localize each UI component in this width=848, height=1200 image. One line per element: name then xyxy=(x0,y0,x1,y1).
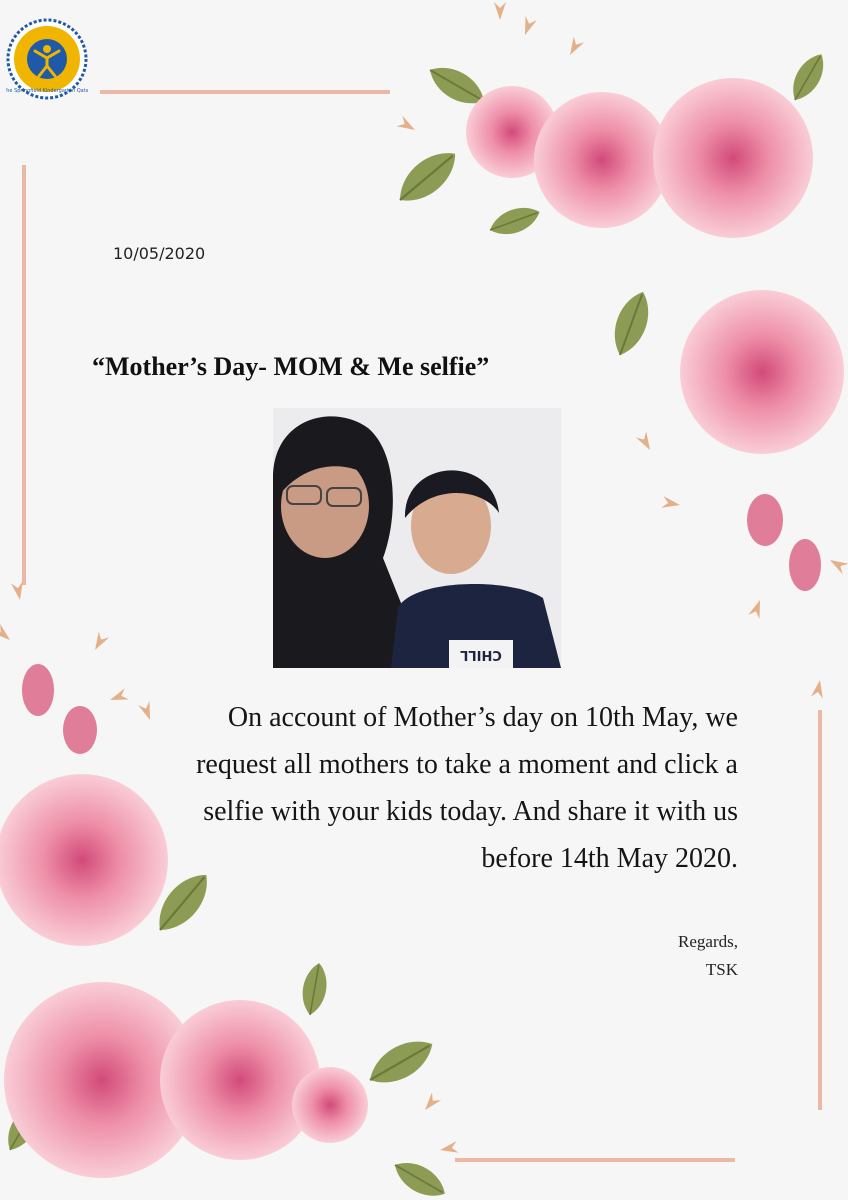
announcement-line: before 14th May 2020. xyxy=(481,843,738,874)
announcement-line: request all mothers to take a moment and click a xyxy=(196,749,738,780)
announcement-text xyxy=(118,694,738,882)
regards-text: Regards, xyxy=(678,932,738,951)
school-logo xyxy=(6,18,88,100)
selfie-photo xyxy=(273,408,561,668)
frame-top-line xyxy=(100,90,390,94)
logo-text: The Springfield Kindergarten Qatar xyxy=(6,88,88,94)
signoff-name: TSK xyxy=(705,960,738,979)
frame-bottom-line xyxy=(455,1158,735,1162)
shirt-text: CHILL xyxy=(460,647,502,662)
frame-left-line xyxy=(22,165,26,585)
page-title: “Mother’s Day- MOM & Me selfie” xyxy=(92,352,490,381)
announcement-line: On account of Mother’s day on 10th May, we xyxy=(227,702,738,733)
leaf-icon xyxy=(390,48,832,360)
letter-date: 10/05/2020 xyxy=(113,244,206,263)
frame-right-line xyxy=(818,710,822,1110)
signoff xyxy=(678,928,738,984)
leaf-icon xyxy=(0,865,451,1200)
announcement-line: selfie with your kids today. And share it with us xyxy=(203,796,738,827)
